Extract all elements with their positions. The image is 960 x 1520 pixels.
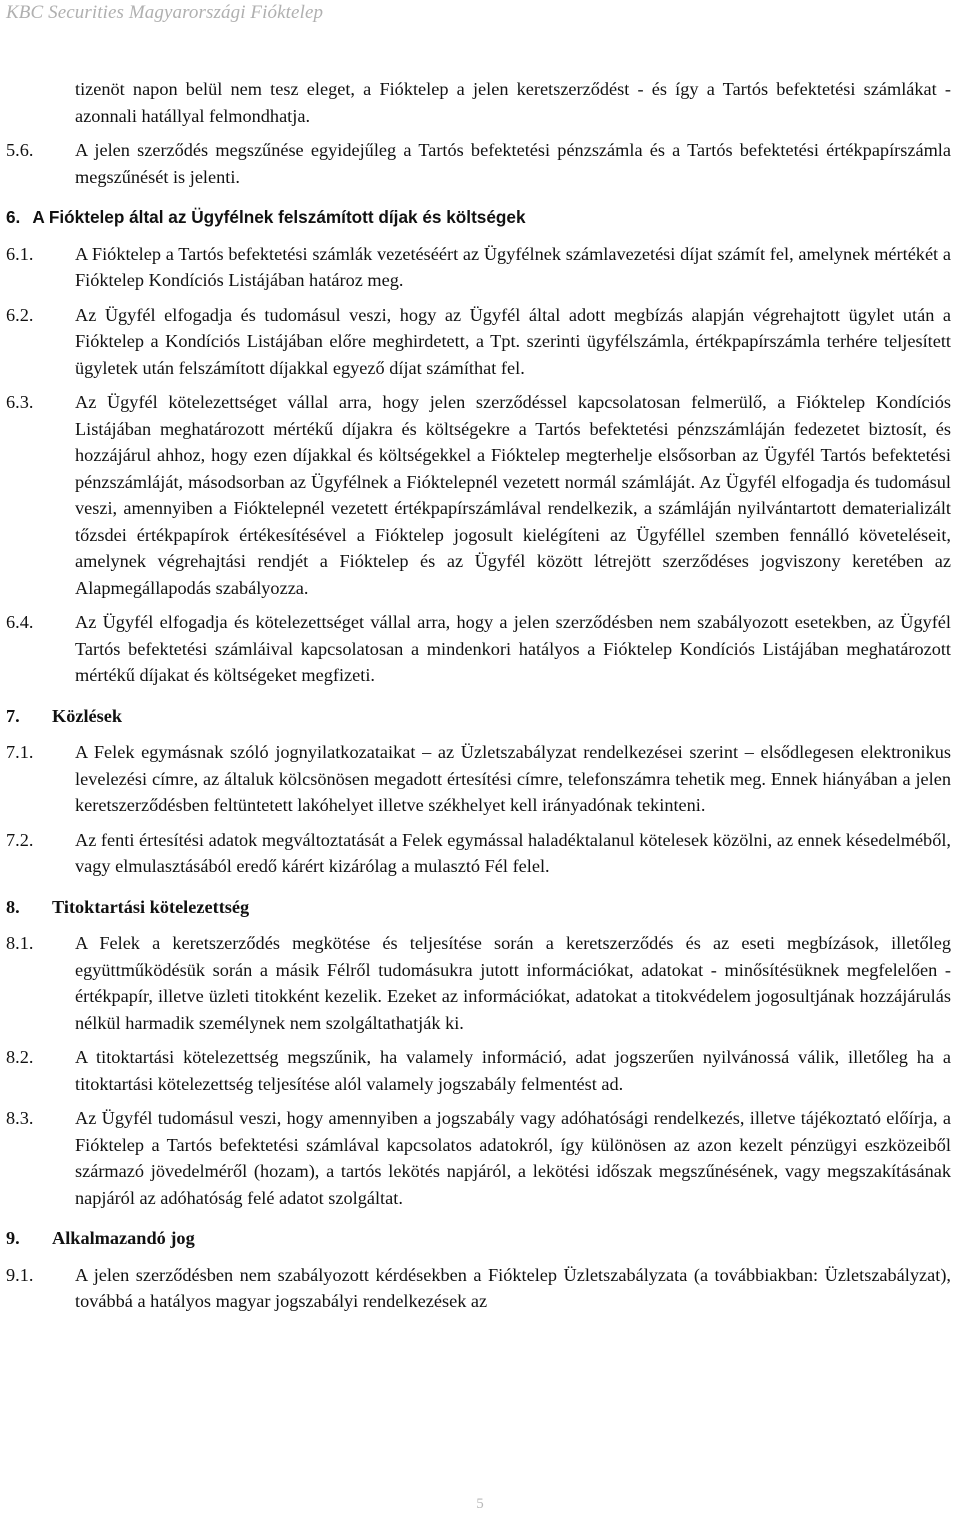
clause-text: Az Ügyfél elfogadja és kötelezettséget vállal arra, hogy a jelen szerződésben nem szabályozott esetekben, az Ügyfél Tartós befektetési számláival kapcsolatosan a mindenkori hatályos a Fióktelep Kondíciós Listájában meghatározott mértékű díjakat és költségeket megfizeti. bbox=[75, 612, 951, 685]
clause-number: 9.1. bbox=[6, 1264, 34, 1285]
clause-text: A titoktartási kötelezettség megszűnik, ha valamely információ, adat jogszerűen nyilvánossá válik, illetőleg ha a titoktartási kötelezettség teljesítése alól valamely jogszabály felmentést ad. bbox=[75, 1047, 951, 1094]
running-header: KBC Securities Magyarországi Fióktelep bbox=[6, 2, 324, 23]
clause-number: 8.1. bbox=[6, 933, 34, 953]
clause-number: 8.2. bbox=[6, 1047, 34, 1067]
clause-paragraph bbox=[0, 76, 960, 129]
section-title: Alkalmazandó jog bbox=[52, 1228, 195, 1248]
clause-paragraph bbox=[0, 1044, 960, 1097]
clause-paragraph bbox=[0, 137, 960, 190]
clause-number: 5.6. bbox=[6, 140, 34, 160]
section-heading bbox=[0, 703, 960, 730]
clause-text: Az Ügyfél elfogadja és tudomásul veszi, hogy az Ügyfél által adott megbízás alapján végrehajtott ügylet után a Fióktelep a Kondíciós Listájában előre meghirdetett, a Tpt. szerinti ügyfélszámla, értékpapírszámla terhére teljesített ügyletek után felszámított díjakkal egyező díjat számíthat fel. bbox=[75, 304, 951, 378]
clause-paragraph bbox=[0, 609, 960, 689]
clause-text: A Felek egymásnak szóló jognyilatkozataikat – az Üzletszabályzat rendelkezései szerint – elsődlegesen elektronikus levelezési címre, az általuk kölcsönösen megadott értesítési címre, telefonszámra tehetik meg. Ennek hiányában a jelen keretszerződésben feltüntetett lakóhelyet illetve székhelyet kell irányadónak tekinteni. bbox=[75, 742, 951, 815]
clause-text: Az Ügyfél kötelezettséget vállal arra, hogy jelen szerződéssel kapcsolatosan felmerülő, a Fióktelep Kondíciós Listájában meghatározott mértékű díjakra és költségekre a Tartós befektetési pénzszámláján fedezetet biztosít, és hozzájárul ahhoz, hogy ezen díjakkal és költségekkel a Fióktelep megterhelje elsősorban az Ügyfél Tartós befektetési pénzszámláját, másodsorban az Ügyfélnek a Fióktelepnél vezetett normál számláját. Az Ügyfél elfogadja és tudomásul veszi, amennyiben a Fióktelepnél vezetett értékpapírszámlával rendelkezik, a számláján nyilvántartott dematerializált tőzsdei értékpapírok értékesítésével a Fióktelep jogosult kielégíteni az Ügyféllel szemben fennálló követeléseit, amelynek végrehajtási rendjét a Fióktelep és az Ügyfél között létrejött szerződéses jogviszony keretében az Alapmegállapodás szabályozza. bbox=[75, 392, 951, 598]
clause-text: A jelen szerződés megszűnése egyidejűleg a Tartós befektetési pénzszámla és a Tartós befektetési értékpapírszámla megszűnését is jelenti. bbox=[75, 140, 951, 187]
clause-number: 6.3. bbox=[6, 392, 34, 412]
clause-number: 7.1. bbox=[6, 742, 34, 762]
clause-paragraph bbox=[0, 389, 960, 601]
clause-number: 7.2. bbox=[6, 829, 34, 850]
section-number: 9. bbox=[6, 1228, 20, 1248]
clause-paragraph bbox=[0, 930, 960, 1036]
clause-paragraph bbox=[0, 1105, 960, 1211]
clause-number: 8.3. bbox=[6, 1108, 34, 1128]
page-number: 5 bbox=[476, 1496, 484, 1512]
clause-paragraph bbox=[0, 739, 960, 819]
clause-text: Az Ügyfél tudomásul veszi, hogy amennyiben a jogszabály vagy adóhatósági rendelkezés, illetve tájékoztató előírja, a Fióktelep a Tartós befektetési számlával kapcsolatos adatokról, így különösen az azon kezelt pénzügyi eszközeiből származó jövedelméről (hozam), a tartós lekötés napjáról, a lekötési időszak megszűnésének, vagy megszakításának napjáról az adóhatóság felé adatot szolgáltat. bbox=[75, 1108, 951, 1208]
section-heading bbox=[0, 1225, 960, 1252]
section-heading bbox=[0, 204, 960, 231]
clause-text: A jelen szerződésben nem szabályozott kérdésekben a Fióktelep Üzletszabályzata (a továbbiakban: Üzletszabályzat), továbbá a hatályos magyar jogszabályi rendelkezések az bbox=[75, 1264, 951, 1311]
clause-paragraph bbox=[0, 302, 960, 382]
document-body bbox=[0, 76, 960, 1323]
clause-text: tizenöt napon belül nem tesz eleget, a Fióktelep a jelen keretszerződést - és így a Tartós befektetési számlákat - azonnali hatállyal felmondhatja. bbox=[75, 79, 951, 126]
section-title: A Fióktelep által az Ügyfélnek felszámított díjak és költségek bbox=[32, 207, 526, 227]
clause-number: 6.1. bbox=[6, 243, 34, 264]
section-number: 7. bbox=[6, 705, 20, 726]
clause-paragraph bbox=[0, 1262, 960, 1315]
clause-number: 6.4. bbox=[6, 612, 34, 632]
clause-text: A Felek a keretszerződés megkötése és teljesítése során a keretszerződés és az eseti megbízások, illetőleg együttműködésük során a másik Félről tudomásukra jutott információkat, adatokat - minősítésüknek megfelelően - értékpapír, illetve üzleti titokként kezelik. Ezeket az információkat, adatokat a titokvédelem jogosultjának hozzájárulás nélkül harmadik személynek nem szolgáltathatják ki. bbox=[75, 933, 951, 1033]
clause-paragraph bbox=[0, 241, 960, 294]
clause-text: Az fenti értesítési adatok megváltoztatását a Felek egymással haladéktalanul kötelesek közölni, az ennek késedelméből, vagy elmulasztásából eredő kárért kizárólag a mulasztó Fél felel. bbox=[75, 829, 951, 876]
section-title: Közlések bbox=[52, 705, 123, 726]
clause-paragraph bbox=[0, 827, 960, 880]
section-number: 6. bbox=[6, 207, 21, 227]
section-title: Titoktartási kötelezettség bbox=[52, 896, 250, 917]
clause-number: 6.2. bbox=[6, 304, 34, 325]
section-number: 8. bbox=[6, 896, 20, 917]
clause-text: A Fióktelep a Tartós befektetési számlák vezetéséért az Ügyfélnek számlavezetési díjat számít fel, amelynek mértékét a Fióktelep Kondíciós Listájában határoz meg. bbox=[75, 243, 951, 290]
section-heading bbox=[0, 894, 960, 921]
